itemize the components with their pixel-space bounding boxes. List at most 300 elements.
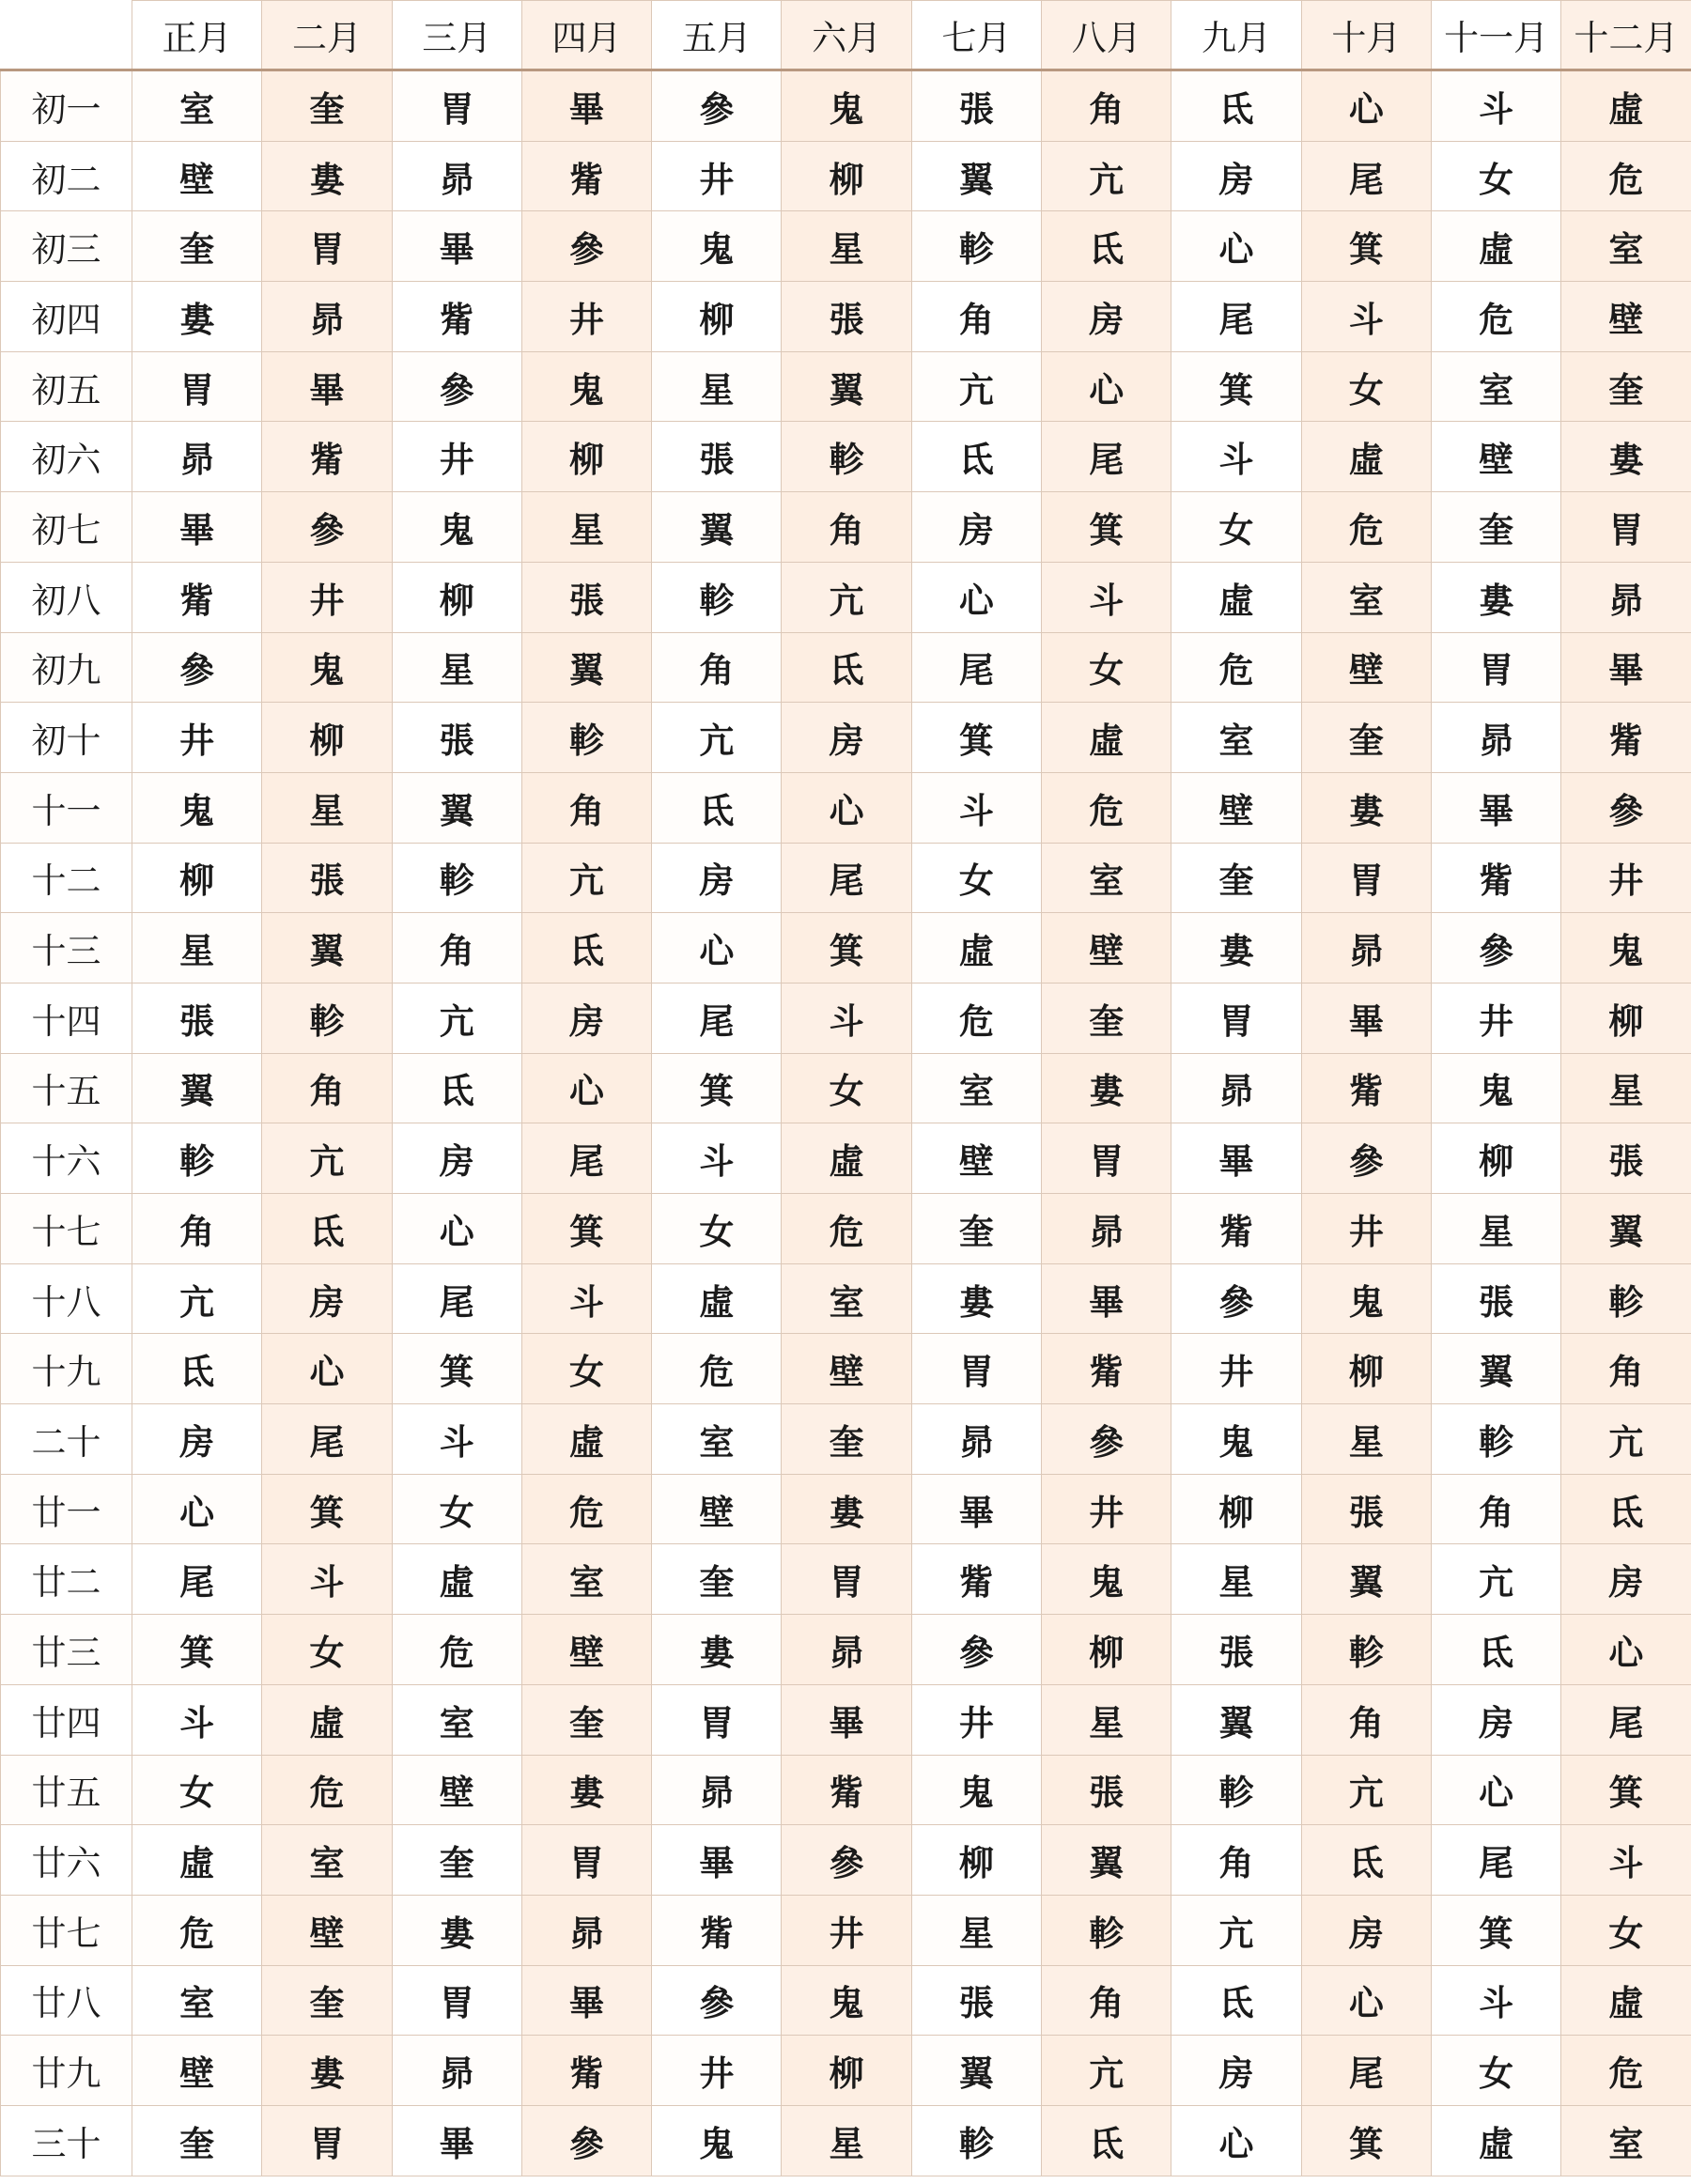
mansion-cell: 心 [1301, 1965, 1431, 2036]
mansion-cell: 奎 [262, 1965, 392, 2036]
mansion-cell: 胃 [521, 1825, 651, 1896]
mansion-cell: 井 [911, 1684, 1041, 1755]
month-header-4: 四月 [521, 1, 651, 70]
mansion-cell: 尾 [1171, 282, 1301, 352]
mansion-cell: 星 [392, 632, 521, 703]
mansion-cell: 星 [782, 2105, 911, 2176]
mansion-cell: 參 [782, 1825, 911, 1896]
mansion-cell: 軫 [782, 422, 911, 492]
mansion-cell: 女 [1561, 1895, 1691, 1965]
mansion-cell: 壁 [132, 141, 262, 211]
mansion-cell: 房 [132, 1404, 262, 1475]
mansion-cell: 女 [652, 1194, 782, 1264]
mansion-cell: 奎 [132, 2105, 262, 2176]
mansion-cell: 昴 [652, 1755, 782, 1825]
mansion-cell: 女 [392, 1474, 521, 1544]
mansion-cell: 張 [132, 983, 262, 1053]
mansion-cell: 亢 [652, 703, 782, 773]
mansion-cell: 井 [392, 422, 521, 492]
mansion-cell: 箕 [1042, 492, 1171, 563]
mansion-cell: 觜 [911, 1544, 1041, 1615]
mansion-cell: 觜 [521, 141, 651, 211]
mansion-cell: 尾 [521, 1123, 651, 1194]
table-row [1, 1334, 1691, 1404]
day-label: 初二 [1, 141, 132, 211]
day-label: 三十 [1, 2105, 132, 2176]
mansion-cell: 室 [652, 1404, 782, 1475]
mansion-cell: 井 [1431, 983, 1560, 1053]
mansion-cell: 婁 [1561, 422, 1691, 492]
mansion-cell: 壁 [392, 1755, 521, 1825]
table-row [1, 492, 1691, 563]
mansion-cell: 角 [911, 282, 1041, 352]
mansion-cell: 女 [1301, 351, 1431, 422]
mansion-cell: 尾 [132, 1544, 262, 1615]
mansion-cell: 氐 [1042, 2105, 1171, 2176]
mansion-cell: 心 [1042, 351, 1171, 422]
mansion-cell: 張 [911, 70, 1041, 142]
mansion-cell: 尾 [782, 843, 911, 913]
mansion-cell: 壁 [1431, 422, 1560, 492]
mansion-cell: 參 [521, 211, 651, 282]
mansion-cell: 張 [1301, 1474, 1431, 1544]
mansion-cell: 心 [132, 1474, 262, 1544]
day-label: 廿六 [1, 1825, 132, 1896]
mansion-cell: 箕 [1561, 1755, 1691, 1825]
mansion-cell: 婁 [262, 141, 392, 211]
mansion-cell: 翼 [392, 772, 521, 843]
day-label: 廿八 [1, 1965, 132, 2036]
mansion-cell: 氐 [262, 1194, 392, 1264]
mansion-cell: 軫 [911, 211, 1041, 282]
mansion-cell: 斗 [1561, 1825, 1691, 1896]
mansion-cell: 氐 [652, 772, 782, 843]
mansion-cell: 角 [1042, 1965, 1171, 2036]
mansion-cell: 虛 [1042, 703, 1171, 773]
mansion-cell: 危 [521, 1474, 651, 1544]
mansion-cell: 室 [132, 70, 262, 142]
mansion-cell: 虛 [1301, 422, 1431, 492]
mansion-cell: 角 [392, 913, 521, 984]
mansion-cell: 婁 [132, 282, 262, 352]
mansion-cell: 角 [782, 492, 911, 563]
mansion-cell: 鬼 [262, 632, 392, 703]
mansion-cell: 觜 [392, 282, 521, 352]
mansion-cell: 房 [521, 983, 651, 1053]
mansion-cell: 柳 [652, 282, 782, 352]
mansion-cell: 亢 [1561, 1404, 1691, 1475]
table-row [1, 211, 1691, 282]
mansion-cell: 箕 [1301, 2105, 1431, 2176]
mansion-cell: 鬼 [782, 70, 911, 142]
mansion-cell: 胃 [1171, 983, 1301, 1053]
mansion-cell: 婁 [1042, 1053, 1171, 1123]
mansion-cell: 虛 [132, 1825, 262, 1896]
mansion-cell: 畢 [521, 1965, 651, 2036]
mansion-cell: 井 [1561, 843, 1691, 913]
month-header-12: 十二月 [1561, 1, 1691, 70]
mansion-cell: 氐 [1042, 211, 1171, 282]
day-label: 十三 [1, 913, 132, 984]
mansion-cell: 張 [521, 562, 651, 632]
mansion-cell: 室 [1561, 211, 1691, 282]
mansion-cell: 奎 [1561, 351, 1691, 422]
mansion-cell: 參 [392, 351, 521, 422]
mansion-cell: 房 [1171, 2036, 1301, 2106]
mansion-cell: 鬼 [1561, 913, 1691, 984]
mansion-cell: 星 [1042, 1684, 1171, 1755]
mansion-cell: 軫 [132, 1123, 262, 1194]
table-row [1, 70, 1691, 142]
mansion-cell: 參 [132, 632, 262, 703]
mansion-cell: 室 [392, 1684, 521, 1755]
mansion-cell: 參 [911, 1615, 1041, 1685]
mansion-cell: 亢 [1301, 1755, 1431, 1825]
mansion-cell: 斗 [1431, 70, 1560, 142]
mansion-cell: 危 [1301, 492, 1431, 563]
mansion-cell: 壁 [1561, 282, 1691, 352]
day-label: 初三 [1, 211, 132, 282]
mansion-cell: 尾 [1301, 141, 1431, 211]
mansion-cell: 危 [911, 983, 1041, 1053]
table-row [1, 1053, 1691, 1123]
month-header-5: 五月 [652, 1, 782, 70]
mansion-cell: 亢 [1042, 2036, 1171, 2106]
mansion-cell: 危 [392, 1615, 521, 1685]
mansion-cell: 昴 [521, 1895, 651, 1965]
table-row [1, 1194, 1691, 1264]
mansion-cell: 氐 [521, 913, 651, 984]
mansion-cell: 奎 [392, 1825, 521, 1896]
mansion-cell: 昴 [782, 1615, 911, 1685]
mansion-cell: 奎 [521, 1684, 651, 1755]
mansion-cell: 參 [652, 1965, 782, 2036]
table-row [1, 1544, 1691, 1615]
mansion-cell: 翼 [652, 492, 782, 563]
mansion-cell: 井 [262, 562, 392, 632]
day-label: 初七 [1, 492, 132, 563]
mansion-cell: 軫 [262, 983, 392, 1053]
mansion-cell: 星 [911, 1895, 1041, 1965]
mansion-cell: 尾 [1431, 1825, 1560, 1896]
table-row [1, 1895, 1691, 1965]
mansion-cell: 亢 [911, 351, 1041, 422]
mansion-cell: 危 [782, 1194, 911, 1264]
mansion-cell: 虛 [392, 1544, 521, 1615]
day-label: 廿二 [1, 1544, 132, 1615]
mansion-cell: 斗 [262, 1544, 392, 1615]
mansion-cell: 角 [262, 1053, 392, 1123]
table-row [1, 1755, 1691, 1825]
mansion-cell: 危 [1561, 2036, 1691, 2106]
mansion-cell: 翼 [1301, 1544, 1431, 1615]
mansion-cell: 心 [262, 1334, 392, 1404]
table-row [1, 983, 1691, 1053]
mansion-cell: 房 [262, 1263, 392, 1334]
mansion-cell: 觜 [1431, 843, 1560, 913]
mansion-cell: 房 [1431, 1684, 1560, 1755]
day-label: 十七 [1, 1194, 132, 1264]
mansion-cell: 虛 [782, 1123, 911, 1194]
mansion-cell: 婁 [1431, 562, 1560, 632]
mansion-cell: 婁 [1301, 772, 1431, 843]
mansion-cell: 奎 [782, 1404, 911, 1475]
mansion-cell: 星 [1431, 1194, 1560, 1264]
mansion-cell: 室 [1561, 2105, 1691, 2176]
mansion-cell: 張 [652, 422, 782, 492]
table-row [1, 2105, 1691, 2176]
mansion-cell: 女 [1171, 492, 1301, 563]
mansion-cell: 觜 [521, 2036, 651, 2106]
month-header-6: 六月 [782, 1, 911, 70]
mansion-cell: 胃 [132, 351, 262, 422]
mansion-cell: 壁 [1042, 913, 1171, 984]
mansion-cell: 畢 [132, 492, 262, 563]
mansion-cell: 亢 [1431, 1544, 1560, 1615]
mansion-cell: 張 [1561, 1123, 1691, 1194]
mansion-cell: 柳 [1431, 1123, 1560, 1194]
mansion-cell: 尾 [392, 1263, 521, 1334]
mansion-cell: 井 [782, 1895, 911, 1965]
mansion-cell: 虛 [262, 1684, 392, 1755]
mansion-cell: 參 [1042, 1404, 1171, 1475]
mansion-cell: 鬼 [1042, 1544, 1171, 1615]
mansion-cell: 奎 [132, 211, 262, 282]
mansion-cell: 壁 [521, 1615, 651, 1685]
mansion-cell: 軫 [652, 562, 782, 632]
day-label: 初四 [1, 282, 132, 352]
mansion-cell: 氐 [1171, 1965, 1301, 2036]
mansion-cell: 觜 [1301, 1053, 1431, 1123]
month-header-9: 九月 [1171, 1, 1301, 70]
mansion-cell: 觜 [1561, 703, 1691, 773]
mansion-cell: 張 [1171, 1615, 1301, 1685]
mansion-cell: 房 [1301, 1895, 1431, 1965]
mansion-cell: 井 [521, 282, 651, 352]
mansion-cell: 女 [1431, 2036, 1560, 2106]
table-row [1, 1263, 1691, 1334]
mansion-cell: 房 [911, 492, 1041, 563]
day-label: 廿一 [1, 1474, 132, 1544]
mansion-cell: 軫 [1301, 1615, 1431, 1685]
mansion-cell: 氐 [1171, 70, 1301, 142]
mansion-cell: 井 [652, 141, 782, 211]
mansion-cell: 觜 [132, 562, 262, 632]
mansion-cell: 翼 [262, 913, 392, 984]
mansion-cell: 胃 [782, 1544, 911, 1615]
month-header-1: 正月 [132, 1, 262, 70]
mansion-cell: 觜 [652, 1895, 782, 1965]
table-row [1, 141, 1691, 211]
mansion-cell: 亢 [262, 1123, 392, 1194]
mansion-cell: 昴 [132, 422, 262, 492]
mansion-cell: 斗 [782, 983, 911, 1053]
mansion-cell: 箕 [132, 1615, 262, 1685]
mansion-cell: 星 [782, 211, 911, 282]
mansion-cell: 虛 [911, 913, 1041, 984]
mansion-cell: 虛 [1171, 562, 1301, 632]
mansion-cell: 觜 [262, 422, 392, 492]
mansion-cell: 鬼 [1301, 1263, 1431, 1334]
mansion-cell: 畢 [392, 211, 521, 282]
day-label: 十二 [1, 843, 132, 913]
mansion-cell: 壁 [262, 1895, 392, 1965]
mansion-cell: 柳 [782, 141, 911, 211]
table-row [1, 1825, 1691, 1896]
mansion-cell: 昴 [392, 2036, 521, 2106]
mansion-cell: 尾 [262, 1404, 392, 1475]
mansion-cell: 柳 [782, 2036, 911, 2106]
mansion-cell: 室 [1301, 562, 1431, 632]
table-row [1, 422, 1691, 492]
mansion-cell: 胃 [262, 2105, 392, 2176]
mansion-cell: 井 [1301, 1194, 1431, 1264]
mansion-cell: 星 [262, 772, 392, 843]
mansion-cell: 軫 [521, 703, 651, 773]
mansion-cell: 角 [132, 1194, 262, 1264]
mansion-cell: 婁 [392, 1895, 521, 1965]
table-row [1, 703, 1691, 773]
mansion-cell: 氐 [1431, 1615, 1560, 1685]
mansion-cell: 畢 [1561, 632, 1691, 703]
mansion-cell: 斗 [1042, 562, 1171, 632]
mansion-cell: 危 [1171, 632, 1301, 703]
mansion-cell: 箕 [1301, 211, 1431, 282]
mansion-cell: 箕 [262, 1474, 392, 1544]
mansion-cell: 斗 [652, 1123, 782, 1194]
mansion-cell: 尾 [652, 983, 782, 1053]
mansion-cell: 柳 [262, 703, 392, 773]
mansion-cell: 尾 [1561, 1684, 1691, 1755]
mansion-cell: 星 [132, 913, 262, 984]
mansion-cell: 奎 [262, 70, 392, 142]
day-label: 初六 [1, 422, 132, 492]
mansion-cell: 虛 [521, 1404, 651, 1475]
mansion-cell: 奎 [1171, 843, 1301, 913]
mansion-cell: 氐 [911, 422, 1041, 492]
day-label: 初十 [1, 703, 132, 773]
day-label: 十八 [1, 1263, 132, 1334]
mansion-cell: 畢 [521, 70, 651, 142]
table-row [1, 1615, 1691, 1685]
mansion-cell: 女 [132, 1755, 262, 1825]
table-row [1, 772, 1691, 843]
mansion-cell: 箕 [911, 703, 1041, 773]
mansion-cell: 井 [652, 2036, 782, 2106]
mansion-cell: 張 [1042, 1755, 1171, 1825]
mansion-cell: 虛 [652, 1263, 782, 1334]
mansion-cell: 房 [1561, 1544, 1691, 1615]
mansion-cell: 婁 [1171, 913, 1301, 984]
mansion-cell: 柳 [521, 422, 651, 492]
mansion-cell: 胃 [911, 1334, 1041, 1404]
mansion-cell: 昴 [1431, 703, 1560, 773]
mansion-cell: 觜 [782, 1755, 911, 1825]
mansion-cell: 翼 [1171, 1684, 1301, 1755]
month-header-11: 十一月 [1431, 1, 1560, 70]
mansion-cell: 房 [1171, 141, 1301, 211]
mansion-cell: 斗 [1171, 422, 1301, 492]
mansion-cell: 角 [1301, 1684, 1431, 1755]
mansion-cell: 心 [521, 1053, 651, 1123]
mansion-cell: 柳 [132, 843, 262, 913]
mansion-cell: 虛 [1431, 2105, 1560, 2176]
mansion-cell: 箕 [782, 913, 911, 984]
mansion-cell: 角 [652, 632, 782, 703]
table-row [1, 1123, 1691, 1194]
mansion-cell: 畢 [652, 1825, 782, 1896]
mansion-cell: 鬼 [521, 351, 651, 422]
mansion-cell: 奎 [911, 1194, 1041, 1264]
month-header-2: 二月 [262, 1, 392, 70]
mansion-cell: 心 [392, 1194, 521, 1264]
mansion-cell: 婁 [652, 1615, 782, 1685]
mansion-cell: 角 [521, 772, 651, 843]
mansion-cell: 柳 [392, 562, 521, 632]
mansion-cell: 胃 [1301, 843, 1431, 913]
mansion-cell: 危 [262, 1755, 392, 1825]
mansion-cell: 星 [1171, 1544, 1301, 1615]
mansion-cell: 胃 [262, 211, 392, 282]
month-header-8: 八月 [1042, 1, 1171, 70]
mansion-cell: 壁 [1171, 772, 1301, 843]
mansion-cell: 室 [1431, 351, 1560, 422]
mansion-cell: 女 [911, 843, 1041, 913]
mansion-cell: 心 [1171, 2105, 1301, 2176]
table-row [1, 1965, 1691, 2036]
mansion-cell: 心 [1301, 70, 1431, 142]
mansion-cell: 危 [132, 1895, 262, 1965]
mansion-cell: 鬼 [1171, 1404, 1301, 1475]
mansion-cell: 危 [652, 1334, 782, 1404]
mansion-cell: 昴 [911, 1404, 1041, 1475]
mansion-cell: 危 [1431, 282, 1560, 352]
mansion-cell: 星 [521, 492, 651, 563]
mansion-cell: 氐 [392, 1053, 521, 1123]
day-label: 初五 [1, 351, 132, 422]
mansion-cell: 軫 [1171, 1755, 1301, 1825]
mansion-cell: 女 [1042, 632, 1171, 703]
mansion-cell: 房 [1042, 282, 1171, 352]
mansion-cell: 尾 [911, 632, 1041, 703]
mansion-cell: 房 [782, 703, 911, 773]
mansion-cell: 昴 [1042, 1194, 1171, 1264]
mansion-cell: 柳 [1301, 1334, 1431, 1404]
day-label: 初八 [1, 562, 132, 632]
mansion-cell: 井 [132, 703, 262, 773]
mansion-cell: 壁 [782, 1334, 911, 1404]
day-label: 廿七 [1, 1895, 132, 1965]
month-header-7: 七月 [911, 1, 1041, 70]
month-header-10: 十月 [1301, 1, 1431, 70]
mansion-cell: 張 [392, 703, 521, 773]
mansion-cell: 氐 [782, 632, 911, 703]
mansion-cell: 婁 [782, 1474, 911, 1544]
day-label: 十九 [1, 1334, 132, 1404]
day-rows [1, 70, 1691, 2176]
mansion-cell: 角 [1561, 1334, 1691, 1404]
mansion-cell: 翼 [911, 2036, 1041, 2106]
mansion-cell: 胃 [392, 70, 521, 142]
mansion-cell: 危 [1561, 141, 1691, 211]
mansion-cell: 室 [262, 1825, 392, 1896]
table-row [1, 913, 1691, 984]
mansion-cell: 翼 [132, 1053, 262, 1123]
mansion-cell: 畢 [1171, 1123, 1301, 1194]
mansion-cell: 尾 [1301, 2036, 1431, 2106]
table-row [1, 1684, 1691, 1755]
mansion-cell: 胃 [392, 1965, 521, 2036]
